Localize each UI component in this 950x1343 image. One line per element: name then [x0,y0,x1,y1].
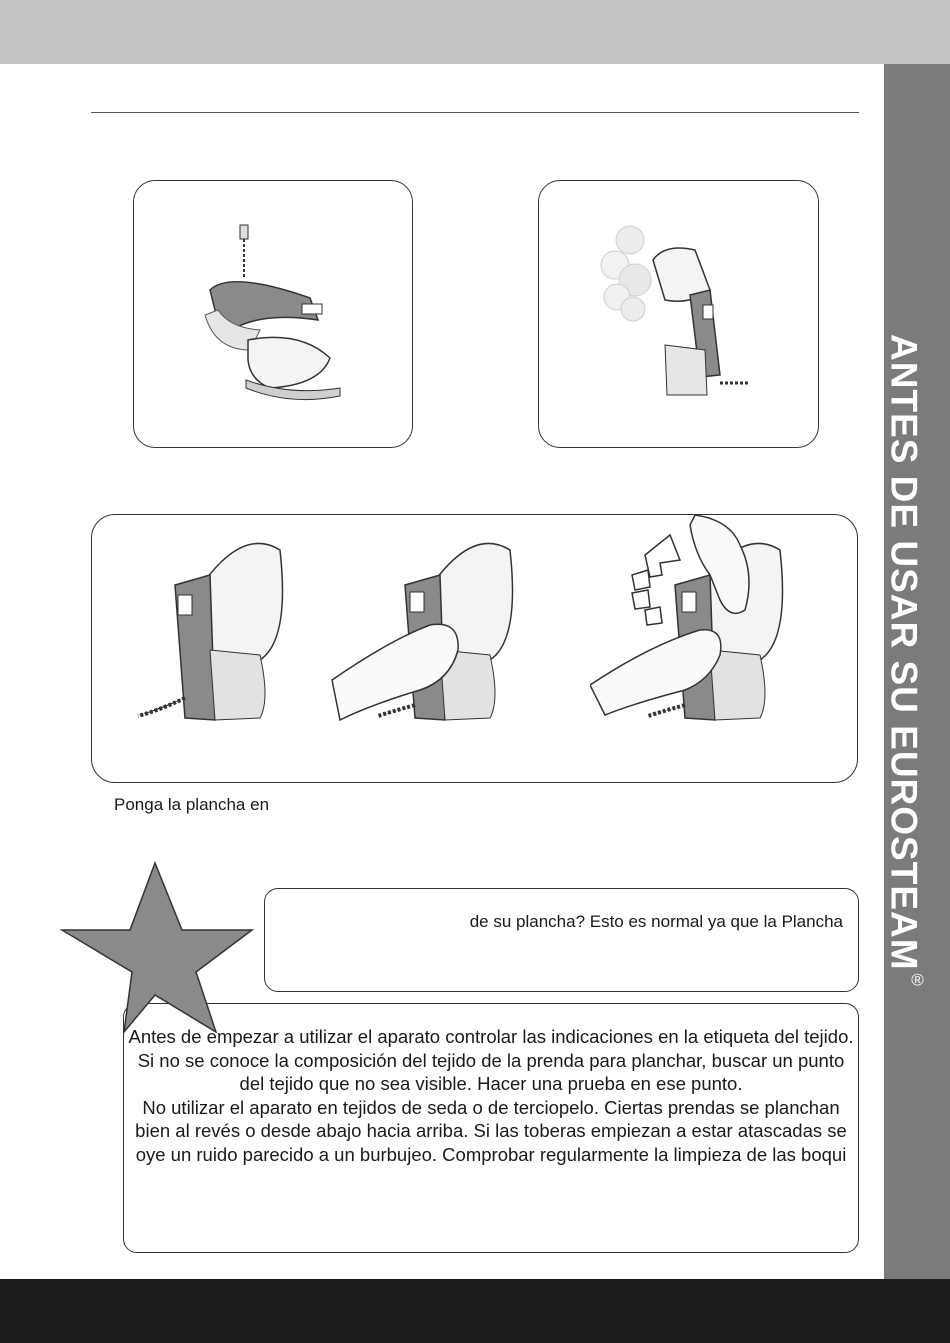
star-icon [60,860,255,1035]
note-box-short [264,888,859,992]
section-title-text: ANTES DE USAR SU EUROSTEAM [883,334,925,971]
note-line: del tejido que no sea visible. Hacer una prueba en ese punto. [239,1073,743,1095]
note-short-text: de su plancha? Esto es normal ya que la Plancha [469,912,843,931]
iron-standing-steam-icon [595,225,765,405]
note-line: No utilizar el aparato en tejidos de seda o de terciopelo. Ciertas prendas se planchan [142,1096,840,1118]
iron-on-base-icon [130,530,300,730]
note-line: Si no se conoce la composición del tejido de la prenda para planchar, buscar un punto [137,1049,845,1071]
note-long-text [124,1025,858,1167]
hands-lifting-iron-icon [590,515,810,730]
top-bar [0,0,950,64]
section-title [883,334,950,991]
note-line: bien al revés o desde abajo hacia arriba. Si las toberas empiezan a estar atascadas se [135,1120,847,1142]
iron-with-hose-icon [190,220,360,415]
note-line: oye un ruido parecido a un burbujeo. Comprobar regularmente la limpieza de las boqui [135,1143,847,1165]
figure-caption: Ponga la plancha en [114,795,270,814]
note-line: Antes de empezar a utilizar el aparato controlar las indicaciones en la etiqueta del tejido. [128,1026,854,1047]
bottom-bar [0,1279,950,1343]
hand-holding-iron-icon [330,530,540,730]
header-rule [91,112,859,113]
registered-mark: ® [908,970,927,991]
